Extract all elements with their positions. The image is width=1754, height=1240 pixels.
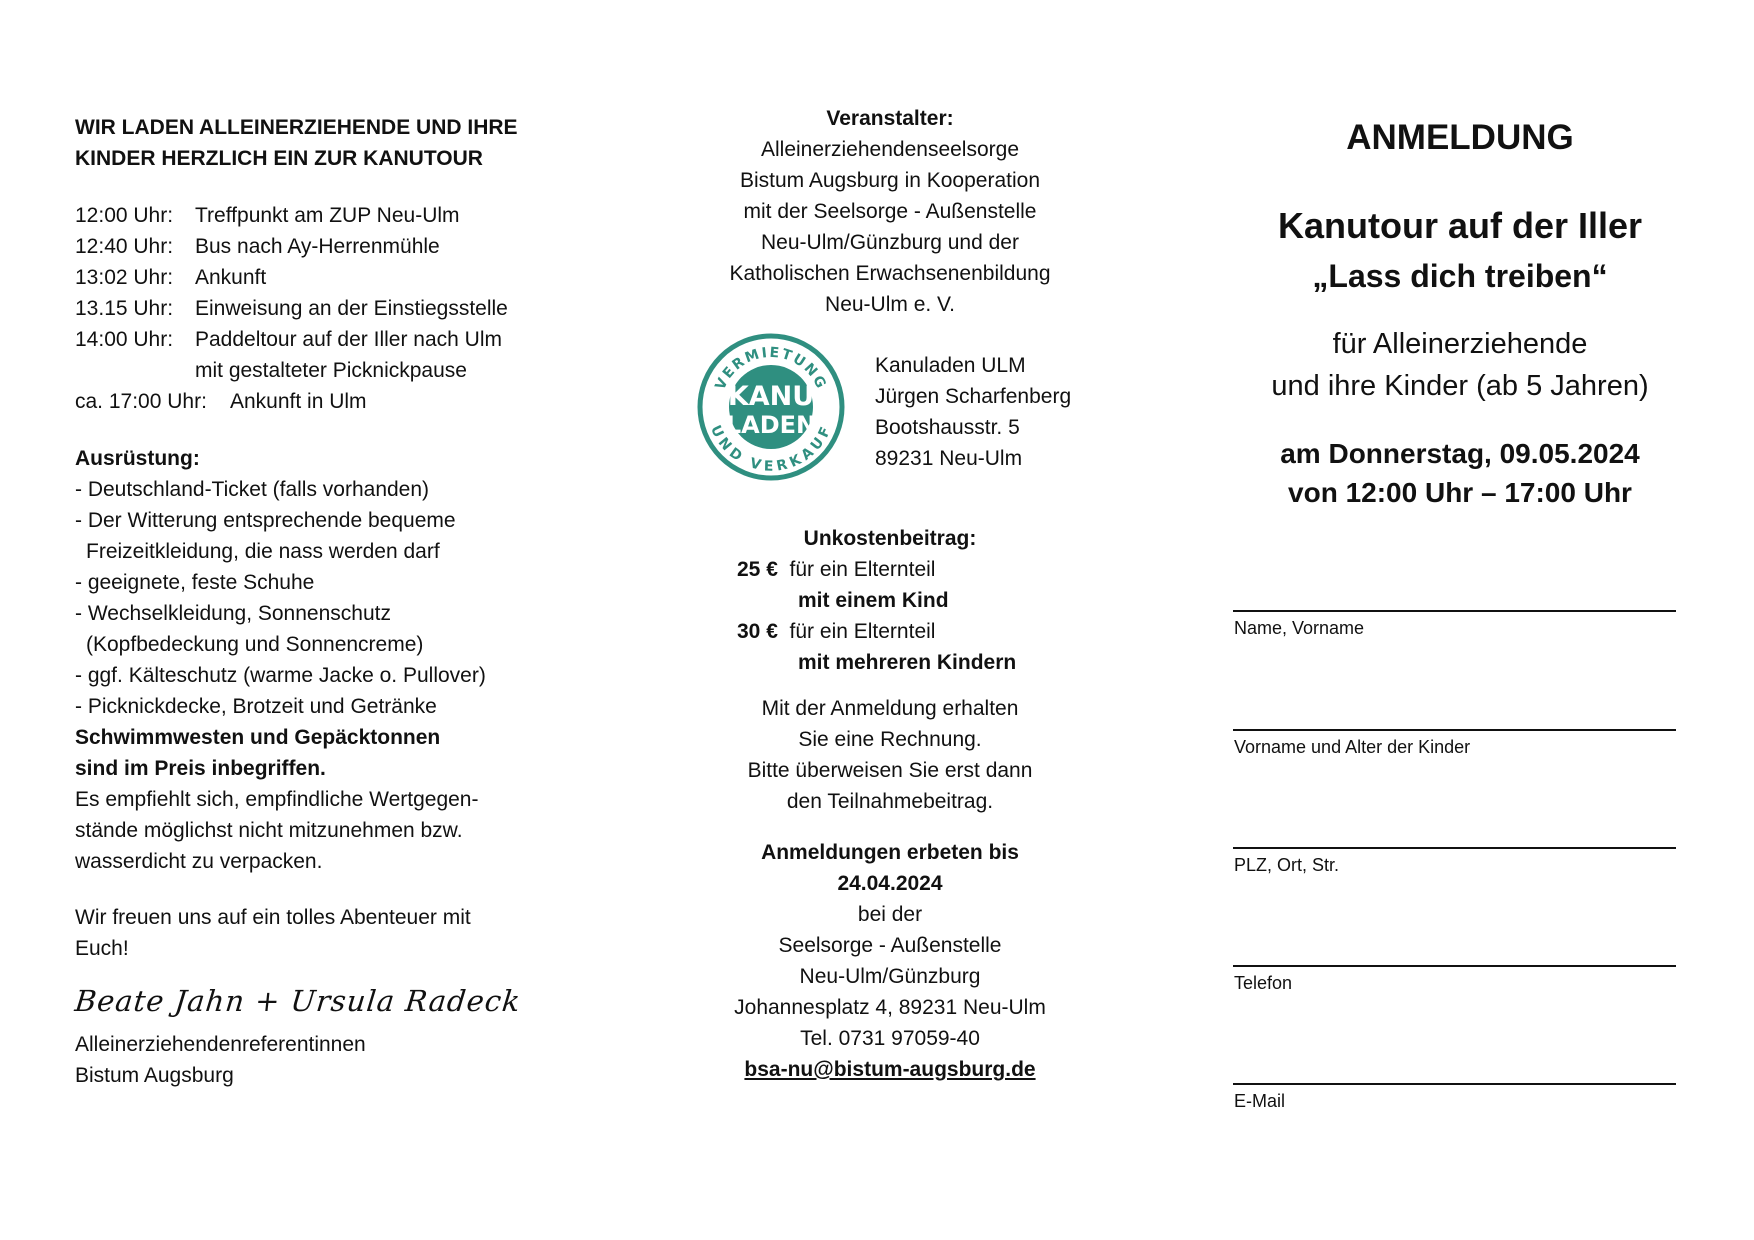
email-field-line[interactable] [1233, 1083, 1676, 1085]
partner-line: Jürgen Scharfenberg [875, 385, 1072, 408]
equipment-item: - ggf. Kälteschutz (warme Jacke o. Pullover) [75, 664, 486, 687]
invoice-text: den Teilnahmebeitrag. [786, 790, 994, 813]
kanuladen-logo [697, 333, 845, 481]
schedule-item: 13.15 Uhr: Einweisung an der Einstiegsstelle [75, 297, 508, 320]
contact-text: Seelsorge - Außenstelle [778, 934, 1002, 957]
schedule-item: 14:00 Uhr: Paddeltour auf der Iller nach Ulm [75, 328, 502, 351]
target-group-line1: für Alleinerziehende [1332, 328, 1588, 360]
email-field-label: E-Mail [1234, 1091, 1286, 1111]
advice-text: stände möglichst nicht mitzunehmen bzw. [75, 819, 463, 842]
registration-title: ANMELDUNG [1346, 118, 1574, 157]
organizer-text: Neu-Ulm e. V. [825, 293, 955, 316]
equipment-item: - Picknickdecke, Brotzeit und Getränke [75, 695, 437, 718]
partner-line: 89231 Neu-Ulm [875, 447, 1023, 470]
equipment-item: (Kopfbedeckung und Sonnencreme) [86, 633, 424, 656]
organizer-text: Bistum Augsburg in Kooperation [739, 169, 1041, 192]
event-date: am Donnerstag, 09.05.2024 [1280, 438, 1640, 469]
invoice-text: Mit der Anmeldung erhalten [761, 697, 1019, 720]
contact-text: Johannesplatz 4, 89231 Neu-Ulm [734, 996, 1046, 1019]
organizer-title: Veranstalter: [826, 107, 954, 130]
logo-ring-top-text: VERMIETUNG [712, 344, 830, 393]
signature: Beate Jahn + Ursula Radeck [73, 984, 523, 1018]
target-group-line2: und ihre Kinder (ab 5 Jahren) [1271, 370, 1649, 402]
deadline-date: 24.04.2024 [837, 872, 943, 895]
organizer-text: Alleinerziehendenseelsorge [760, 138, 1019, 161]
children-field-line[interactable] [1233, 729, 1676, 731]
schedule-item: 12:00 Uhr: Treffpunkt am ZUP Neu-Ulm [75, 204, 460, 227]
equipment-item: - geeignete, feste Schuhe [75, 571, 315, 594]
address-field-line[interactable] [1233, 847, 1676, 849]
schedule-item: mit gestalteter Picknickpause [195, 359, 467, 382]
partner-line: Kanuladen ULM [875, 354, 1026, 377]
organizer-text: Katholischen Erwachsenenbildung [729, 262, 1051, 285]
fee-row-detail: mit einem Kind [798, 589, 949, 612]
closing-text: Euch! [75, 937, 129, 960]
partner-line: Bootshausstr. 5 [875, 416, 1020, 439]
invoice-text: Bitte überweisen Sie erst dann [747, 759, 1033, 782]
fee-title: Unkostenbeitrag: [803, 527, 977, 550]
equipment-title: Ausrüstung: [75, 447, 200, 470]
logo-word-laden: LADEN [725, 411, 817, 439]
invitation-heading-line2: KINDER HERZLICH EIN ZUR KANUTOUR [75, 147, 483, 170]
closing-text: Wir freuen uns auf ein tolles Abenteuer mit [75, 906, 471, 929]
address-field-label: PLZ, Ort, Str. [1234, 855, 1340, 875]
role-text: Bistum Augsburg [75, 1064, 234, 1087]
email-link[interactable]: bsa-nu@bistum-augsburg.de [744, 1058, 1036, 1081]
deadline-title: Anmeldungen erbeten bis [761, 841, 1019, 864]
logo-ring-bottom-text: UND VERKAUF [707, 423, 835, 475]
schedule-item: 13:02 Uhr: Ankunft [75, 266, 267, 289]
phone-field-label: Telefon [1234, 973, 1293, 993]
schedule-item: ca. 17:00 Uhr: Ankunft in Ulm [75, 390, 367, 413]
advice-text: Es empfiehlt sich, empfindliche Wertgegen- [75, 788, 479, 811]
equipment-item: Freizeitkleidung, die nass werden darf [86, 540, 440, 563]
contact-text: bei der [857, 903, 923, 926]
schedule-item: 12:40 Uhr: Bus nach Ay-Herrenmühle [75, 235, 440, 258]
fee-row: 30 € für ein Elternteil [737, 620, 936, 643]
contact-text: Neu-Ulm/Günzburg [799, 965, 981, 988]
equipment-item: - Der Witterung entsprechende bequeme [75, 509, 456, 532]
name-field-line[interactable] [1233, 610, 1676, 612]
logo-word-kanu: KANU [727, 381, 815, 412]
phone-field-line[interactable] [1233, 965, 1676, 967]
equipment-item: - Wechselkleidung, Sonnenschutz [75, 602, 391, 625]
name-field-label: Name, Vorname [1234, 618, 1365, 638]
included-note: sind im Preis inbegriffen. [75, 757, 326, 780]
event-motto: „Lass dich treiben“ [1312, 258, 1608, 294]
included-note: Schwimmwesten und Gepäcktonnen [75, 726, 441, 749]
contact-text: Tel. 0731 97059-40 [800, 1027, 980, 1050]
invitation-heading-line1: WIR LADEN ALLEINERZIEHENDE UND IHRE [75, 116, 518, 139]
fee-row: 25 € für ein Elternteil [737, 558, 936, 581]
equipment-item: - Deutschland-Ticket (falls vorhanden) [75, 478, 430, 501]
event-time: von 12:00 Uhr – 17:00 Uhr [1288, 477, 1632, 508]
children-field-label: Vorname und Alter der Kinder [1234, 737, 1471, 757]
fee-row-detail: mit mehreren Kindern [798, 651, 1017, 674]
organizer-text: Neu-Ulm/Günzburg und der [761, 231, 1019, 254]
invoice-text: Sie eine Rechnung. [798, 728, 982, 751]
advice-text: wasserdicht zu verpacken. [75, 850, 323, 873]
event-title: Kanutour auf der Iller [1277, 205, 1643, 246]
organizer-text: mit der Seelsorge - Außenstelle [743, 200, 1037, 223]
role-text: Alleinerziehendenreferentinnen [75, 1033, 366, 1056]
